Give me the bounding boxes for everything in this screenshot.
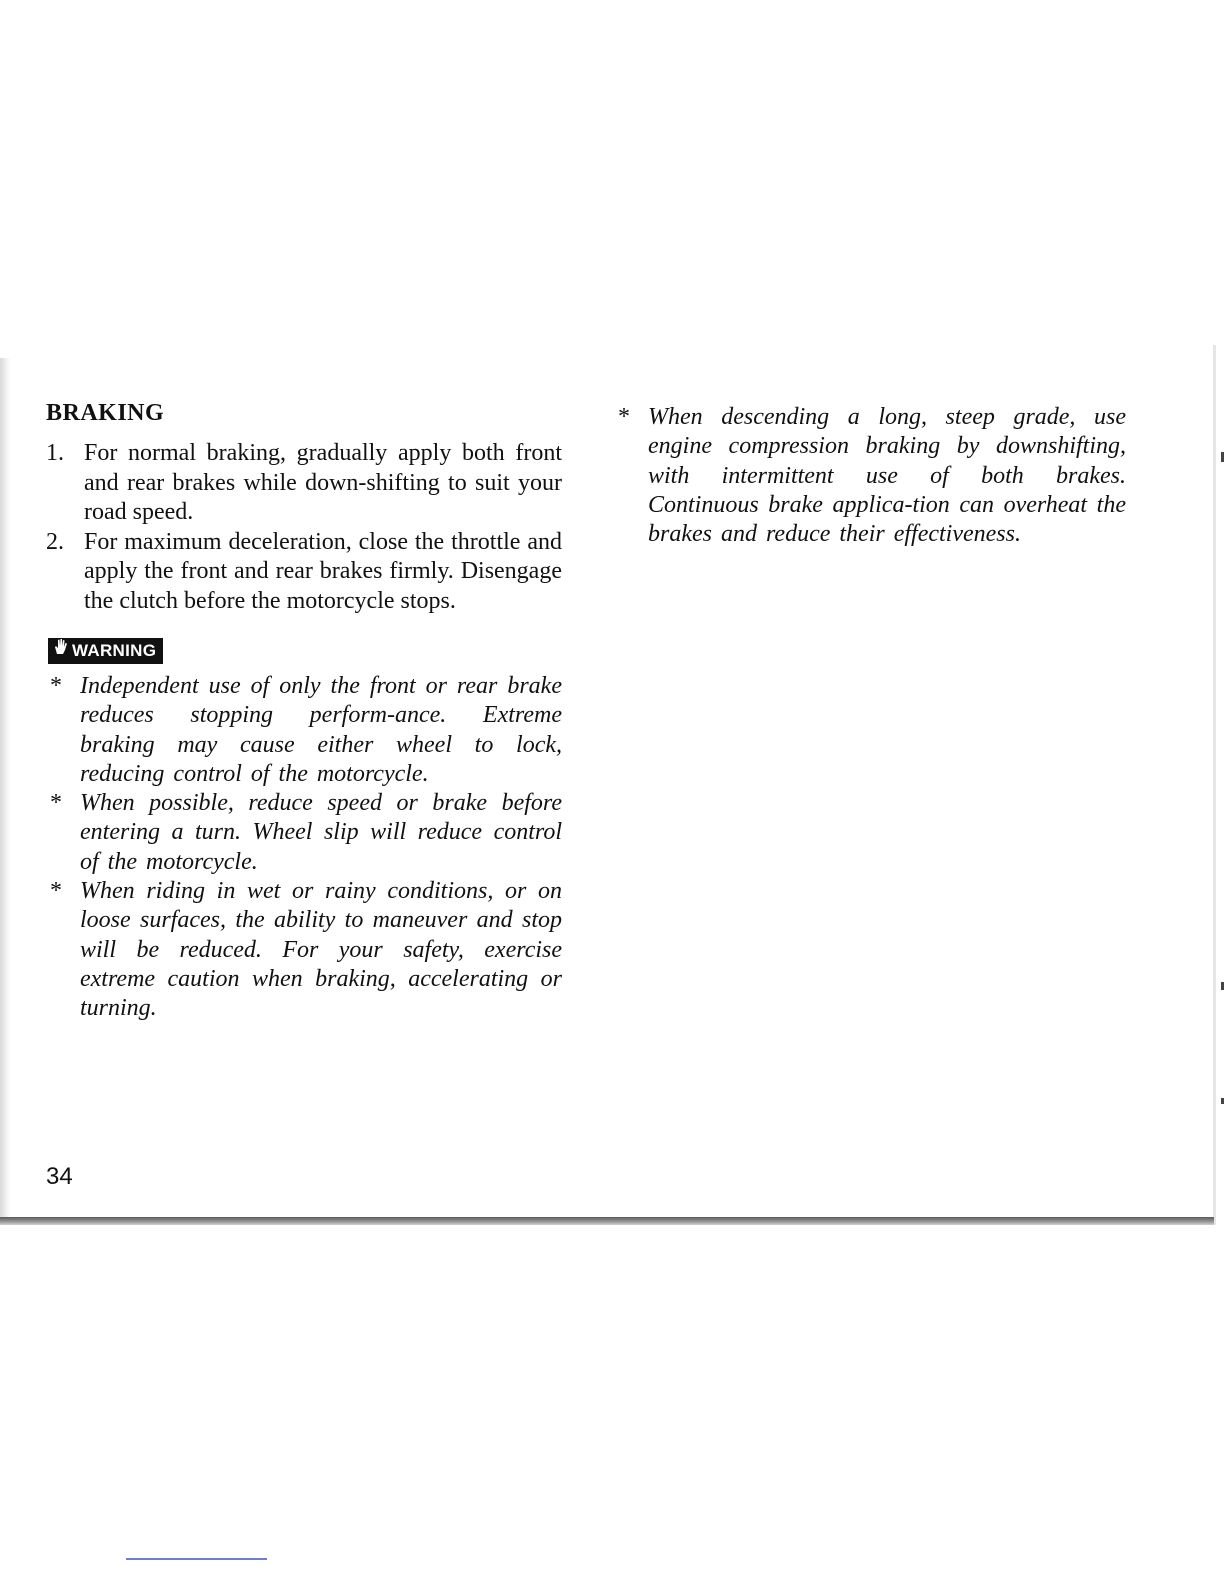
right-bullet-list xyxy=(614,403,1126,549)
list-text: For normal braking, gradually apply both front and rear brakes while down-shifting to suit your road speed. xyxy=(84,440,562,525)
right-column xyxy=(614,403,1126,549)
bullet-marker: * xyxy=(618,404,630,430)
bullet-item xyxy=(46,672,562,789)
bullet-text: When descending a long, steep grade, use engine compression braking by downshifting, with intermittent use of both brakes. Continuous brake applica-tion can overheat the brakes and reduce their effectiveness. xyxy=(648,404,1126,548)
bullet-text: When possible, reduce speed or brake before entering a turn. Wheel slip will reduce control of the motorcycle. xyxy=(80,790,562,875)
list-number: 2. xyxy=(46,528,64,555)
bullet-text: Independent use of only the front or rear brake reduces stopping perform-ance. Extreme braking may cause either wheel to lock, reducing control of the motorcycle. xyxy=(80,673,562,787)
bullet-text: When riding in wet or rainy conditions, or on loose surfaces, the ability to maneuver and stop will be reduced. For your safety, exercise extreme caution when braking, accelerating or turning. xyxy=(80,878,562,1022)
section-title: BRAKING xyxy=(46,400,165,426)
page-number: 34 xyxy=(46,1163,73,1190)
hand-icon xyxy=(53,637,69,663)
bullet-item xyxy=(46,877,562,1023)
bullet-marker: * xyxy=(50,878,62,905)
left-column xyxy=(46,400,562,1024)
list-number: 1. xyxy=(46,440,64,466)
page-bottom-edge xyxy=(0,1217,1214,1225)
warning-label: WARNING xyxy=(72,641,157,660)
warning-bullet-list xyxy=(46,672,562,1024)
underline-rule xyxy=(126,1558,267,1560)
warning-badge xyxy=(48,638,163,664)
page-edge-right xyxy=(1213,345,1216,1225)
list-item xyxy=(46,439,562,528)
list-item xyxy=(46,528,562,617)
bullet-marker: * xyxy=(50,673,62,699)
list-text: For maximum deceleration, close the throttle and apply the front and rear brakes firmly. Disengage the clutch before the motorcycle stops. xyxy=(84,528,562,614)
bullet-item xyxy=(614,403,1126,549)
numbered-list xyxy=(46,439,562,616)
bullet-marker: * xyxy=(50,790,62,817)
page-edge-left xyxy=(0,358,10,1222)
bullet-item xyxy=(46,789,562,877)
